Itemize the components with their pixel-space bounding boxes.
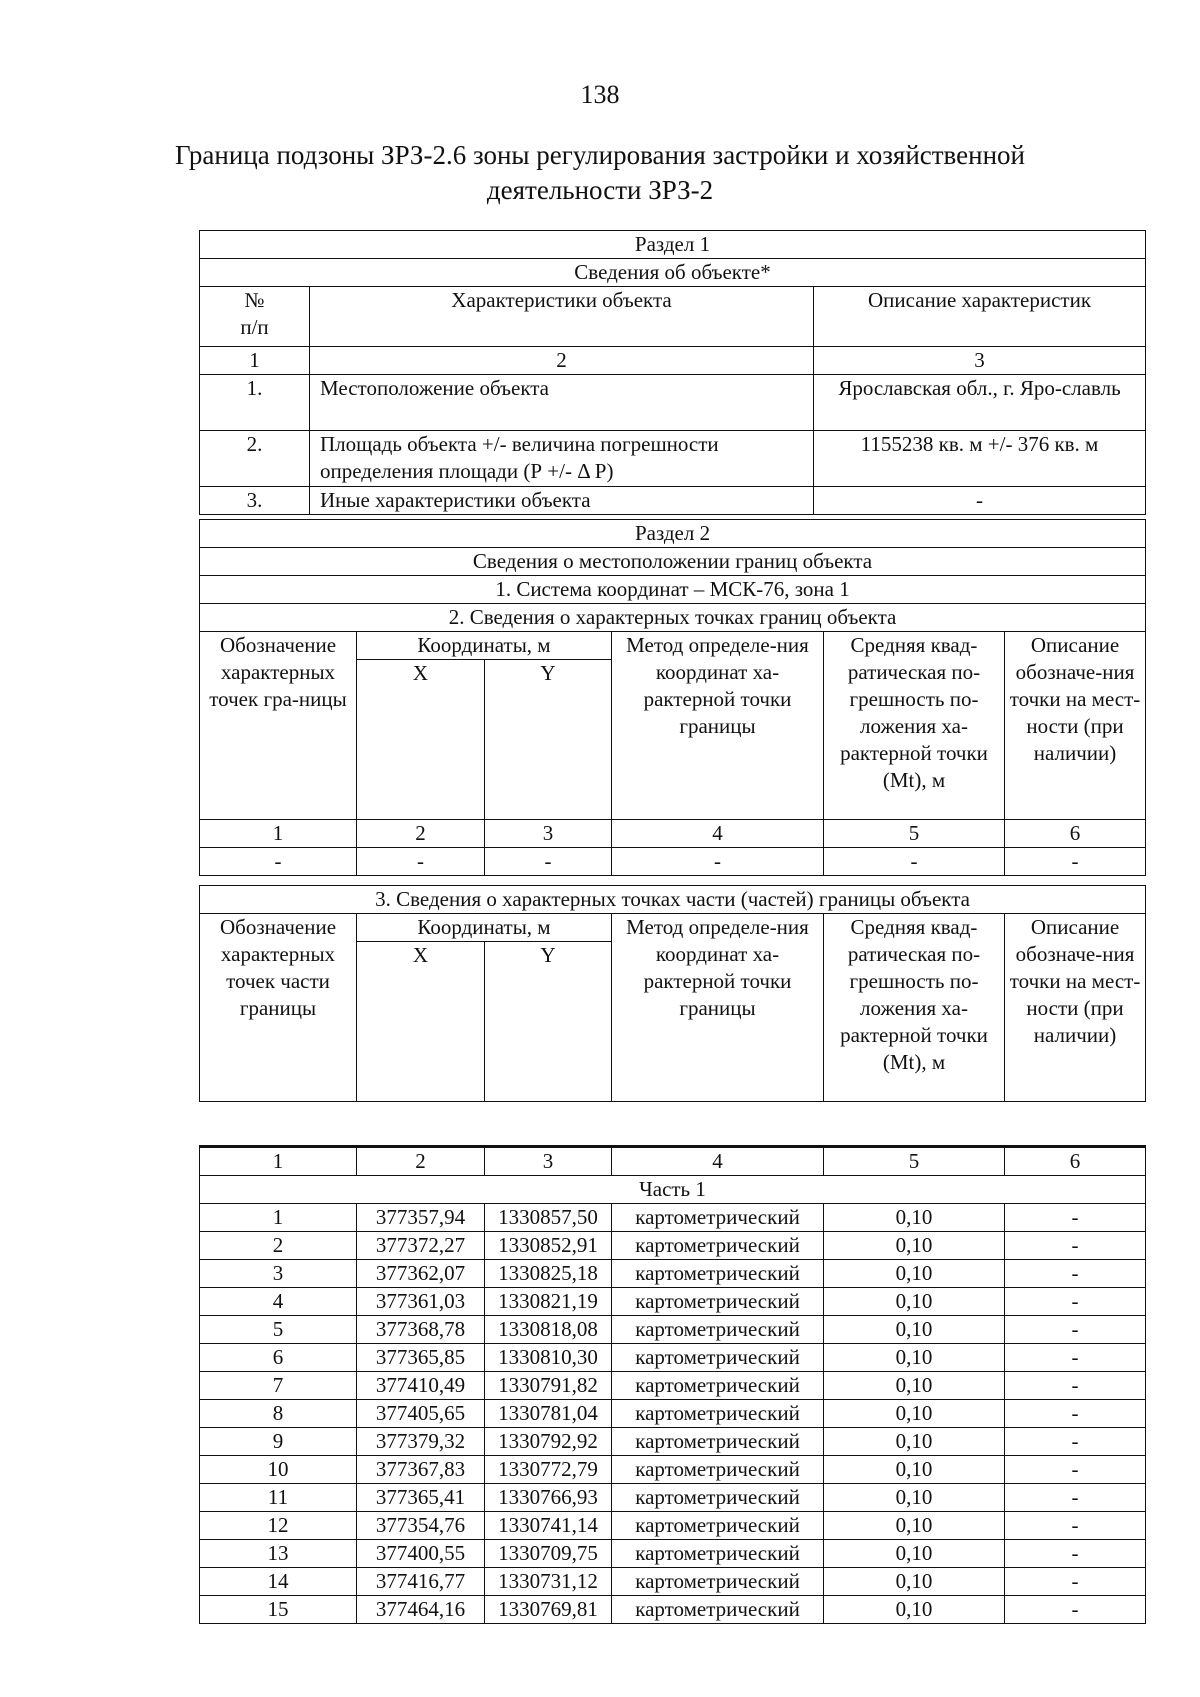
- row-num: 1.: [200, 375, 310, 431]
- point-error: 0,10: [824, 1288, 1005, 1316]
- parts-header-method: Метод определе-ния координат ха-рактерной точки границы: [612, 914, 824, 1102]
- point-x: 377410,49: [357, 1372, 485, 1400]
- point-number: 6: [200, 1344, 357, 1372]
- table-row: [200, 1372, 1146, 1400]
- point-x: 377362,07: [357, 1260, 485, 1288]
- table-row: [200, 1428, 1146, 1456]
- coord-system: 1. Система координат – МСК-76, зона 1: [200, 576, 1146, 604]
- col-number: 6: [1005, 1147, 1146, 1176]
- point-method: картометрический: [612, 1596, 824, 1624]
- point-number: 14: [200, 1568, 357, 1596]
- point-error: 0,10: [824, 1428, 1005, 1456]
- point-error: 0,10: [824, 1400, 1005, 1428]
- parts-header-y: Y: [485, 942, 612, 1102]
- table-row: [200, 1568, 1146, 1596]
- point-desc: -: [1005, 1232, 1146, 1260]
- points-table: [199, 1145, 1146, 1624]
- points-title: 2. Сведения о характерных точках границ объекта: [200, 604, 1146, 632]
- point-x: 377365,41: [357, 1484, 485, 1512]
- row-name: Местоположение объекта: [310, 375, 814, 431]
- point-error: 0,10: [824, 1568, 1005, 1596]
- document-title: [0, 138, 1200, 208]
- row-value: -: [814, 487, 1146, 515]
- parts-header-error: Средняя квад-ратическая по-грешность по-ложения ха-рактерной точки (Mt), м: [824, 914, 1005, 1102]
- header-coords: Координаты, м: [357, 632, 612, 660]
- col-number: 3: [485, 1147, 612, 1176]
- point-y: 1330792,92: [485, 1428, 612, 1456]
- table-row: [200, 1232, 1146, 1260]
- table-row: [200, 1540, 1146, 1568]
- point-error: 0,10: [824, 1232, 1005, 1260]
- point-method: картометрический: [612, 1456, 824, 1484]
- point-y: 1330857,50: [485, 1204, 612, 1232]
- point-desc: -: [1005, 1344, 1146, 1372]
- section2-subtitle: Сведения о местоположении границ объекта: [200, 548, 1146, 576]
- row-value: 1155238 кв. м +/- 376 кв. м: [814, 431, 1146, 487]
- point-method: картометрический: [612, 1484, 824, 1512]
- point-number: 5: [200, 1316, 357, 1344]
- point-y: 1330769,81: [485, 1596, 612, 1624]
- point-number: 7: [200, 1372, 357, 1400]
- point-x: 377464,16: [357, 1596, 485, 1624]
- header-x: X: [357, 660, 485, 820]
- point-number: 9: [200, 1428, 357, 1456]
- header-y: Y: [485, 660, 612, 820]
- point-x: 377400,55: [357, 1540, 485, 1568]
- table-row: [200, 1596, 1146, 1624]
- empty-cell: -: [1005, 848, 1146, 876]
- point-y: 1330821,19: [485, 1288, 612, 1316]
- points-body: [200, 1204, 1146, 1624]
- point-desc: -: [1005, 1540, 1146, 1568]
- header-designation: Обозначение характерных точек гра-ницы: [200, 632, 357, 820]
- title-line-1: Граница подзоны ЗРЗ-2.6 зоны регулирования застройки и хозяйственной: [175, 140, 1025, 170]
- col-number: 2: [310, 347, 814, 375]
- point-method: картометрический: [612, 1512, 824, 1540]
- section2-title: Раздел 2: [200, 520, 1146, 548]
- point-number: 15: [200, 1596, 357, 1624]
- point-x: 377379,32: [357, 1428, 485, 1456]
- point-number: 13: [200, 1540, 357, 1568]
- point-desc: -: [1005, 1400, 1146, 1428]
- header-desc: Описание обозначе-ния точки на мест-ности (при наличии): [1005, 632, 1146, 820]
- point-y: 1330791,82: [485, 1372, 612, 1400]
- col-number: 6: [1005, 820, 1146, 848]
- point-method: картометрический: [612, 1400, 824, 1428]
- table-row: [200, 1456, 1146, 1484]
- point-x: 377405,65: [357, 1400, 485, 1428]
- point-error: 0,10: [824, 1596, 1005, 1624]
- col-number: 1: [200, 820, 357, 848]
- point-y: 1330741,14: [485, 1512, 612, 1540]
- empty-cell: -: [485, 848, 612, 876]
- section2-table: [199, 519, 1146, 876]
- point-x: 377372,27: [357, 1232, 485, 1260]
- empty-cell: -: [824, 848, 1005, 876]
- col-number: 5: [824, 1147, 1005, 1176]
- point-y: 1330772,79: [485, 1456, 612, 1484]
- point-y: 1330731,12: [485, 1568, 612, 1596]
- row-name: Иные характеристики объекта: [310, 487, 814, 515]
- parts-table: [199, 885, 1146, 1102]
- point-x: 377416,77: [357, 1568, 485, 1596]
- point-y: 1330825,18: [485, 1260, 612, 1288]
- point-desc: -: [1005, 1568, 1146, 1596]
- point-error: 0,10: [824, 1540, 1005, 1568]
- col-number: 3: [814, 347, 1146, 375]
- point-x: 377361,03: [357, 1288, 485, 1316]
- point-error: 0,10: [824, 1204, 1005, 1232]
- point-x: 377354,76: [357, 1512, 485, 1540]
- point-y: 1330852,91: [485, 1232, 612, 1260]
- point-error: 0,10: [824, 1316, 1005, 1344]
- row-num: 3.: [200, 487, 310, 515]
- part-label: Часть 1: [200, 1176, 1146, 1204]
- point-method: картометрический: [612, 1288, 824, 1316]
- point-number: 10: [200, 1456, 357, 1484]
- parts-header-x: X: [357, 942, 485, 1102]
- point-desc: -: [1005, 1484, 1146, 1512]
- title-line-2: деятельности ЗРЗ-2: [486, 175, 714, 205]
- point-x: 377367,83: [357, 1456, 485, 1484]
- parts-header-coords: Координаты, м: [357, 914, 612, 942]
- header-method: Метод определе-ния координат ха-рактерной точки границы: [612, 632, 824, 820]
- point-number: 2: [200, 1232, 357, 1260]
- header-num: № п/п: [200, 287, 310, 347]
- point-method: картометрический: [612, 1260, 824, 1288]
- table-row: [200, 1260, 1146, 1288]
- point-method: картометрический: [612, 1344, 824, 1372]
- point-y: 1330709,75: [485, 1540, 612, 1568]
- header-characteristics: Характеристики объекта: [310, 287, 814, 347]
- empty-cell: -: [612, 848, 824, 876]
- section1-subtitle: Сведения об объекте*: [200, 259, 1146, 287]
- point-error: 0,10: [824, 1260, 1005, 1288]
- col-number: 1: [200, 347, 310, 375]
- table-row: [200, 1204, 1146, 1232]
- table-row: [200, 1316, 1146, 1344]
- parts-header-desc: Описание обозначе-ния точки на мест-ности (при наличии): [1005, 914, 1146, 1102]
- point-x: 377357,94: [357, 1204, 485, 1232]
- point-error: 0,10: [824, 1344, 1005, 1372]
- table-row: [200, 1288, 1146, 1316]
- point-error: 0,10: [824, 1456, 1005, 1484]
- section1-title: Раздел 1: [200, 231, 1146, 259]
- table-row: [200, 1484, 1146, 1512]
- point-desc: -: [1005, 1512, 1146, 1540]
- point-y: 1330810,30: [485, 1344, 612, 1372]
- row-name: Площадь объекта +/- величина погрешности определения площади (Р +/- Δ Р): [310, 431, 814, 487]
- point-number: 8: [200, 1400, 357, 1428]
- point-error: 0,10: [824, 1484, 1005, 1512]
- table-row: [200, 1400, 1146, 1428]
- point-method: картометрический: [612, 1372, 824, 1400]
- col-number: 4: [612, 1147, 824, 1176]
- point-desc: -: [1005, 1288, 1146, 1316]
- point-desc: -: [1005, 1596, 1146, 1624]
- header-description: Описание характеристик: [814, 287, 1146, 347]
- point-method: картометрический: [612, 1568, 824, 1596]
- empty-cell: -: [200, 848, 357, 876]
- point-y: 1330781,04: [485, 1400, 612, 1428]
- point-desc: -: [1005, 1316, 1146, 1344]
- point-desc: -: [1005, 1260, 1146, 1288]
- empty-cell: -: [357, 848, 485, 876]
- point-number: 4: [200, 1288, 357, 1316]
- point-y: 1330766,93: [485, 1484, 612, 1512]
- col-number: 2: [357, 820, 485, 848]
- point-method: картометрический: [612, 1540, 824, 1568]
- point-number: 11: [200, 1484, 357, 1512]
- table-row: [200, 1512, 1146, 1540]
- point-x: 377368,78: [357, 1316, 485, 1344]
- point-desc: -: [1005, 1456, 1146, 1484]
- parts-title: 3. Сведения о характерных точках части (частей) границы объекта: [200, 886, 1146, 914]
- table-row: [200, 1344, 1146, 1372]
- point-method: картометрический: [612, 1232, 824, 1260]
- header-error: Средняя квад-ратическая по-грешность по-ложения ха-рактерной точки (Mt), м: [824, 632, 1005, 820]
- row-num: 2.: [200, 431, 310, 487]
- col-number: 3: [485, 820, 612, 848]
- point-x: 377365,85: [357, 1344, 485, 1372]
- point-method: картометрический: [612, 1204, 824, 1232]
- row-value: Ярославская обл., г. Яро-славль: [814, 375, 1146, 431]
- point-y: 1330818,08: [485, 1316, 612, 1344]
- col-number: 5: [824, 820, 1005, 848]
- page-number: 138: [580, 80, 620, 109]
- point-method: картометрический: [612, 1316, 824, 1344]
- point-desc: -: [1005, 1372, 1146, 1400]
- point-error: 0,10: [824, 1372, 1005, 1400]
- point-error: 0,10: [824, 1512, 1005, 1540]
- point-number: 3: [200, 1260, 357, 1288]
- point-method: картометрический: [612, 1428, 824, 1456]
- point-number: 1: [200, 1204, 357, 1232]
- parts-header-designation: Обозначение характерных точек части границы: [200, 914, 357, 1102]
- col-number: 1: [200, 1147, 357, 1176]
- point-desc: -: [1005, 1428, 1146, 1456]
- section1-table: [199, 230, 1146, 515]
- col-number: 4: [612, 820, 824, 848]
- point-desc: -: [1005, 1204, 1146, 1232]
- col-number: 2: [357, 1147, 485, 1176]
- point-number: 12: [200, 1512, 357, 1540]
